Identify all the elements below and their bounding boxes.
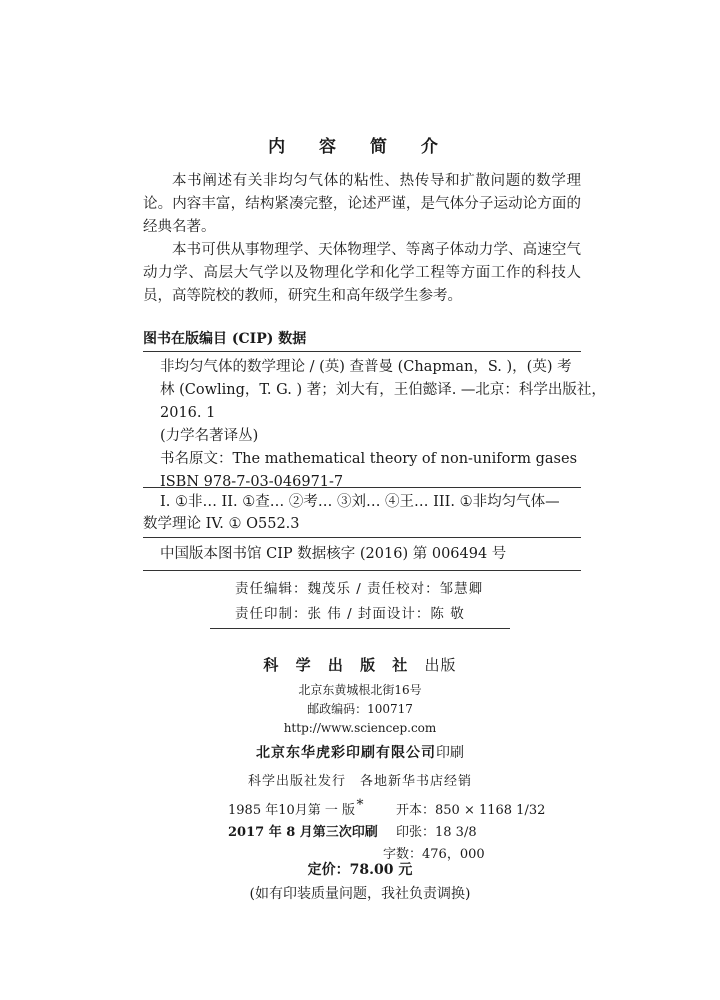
publisher-name-suffix: 出版: [424, 656, 457, 674]
specs-row: [228, 800, 546, 822]
print-sheets: 印张：18 3/8: [396, 825, 477, 840]
cip-entry-line: 林 (Cowling，T. G. ) 著；刘大有，王伯懿译. —北京：科学出版社，: [160, 382, 606, 398]
quality-note: (如有印装质量问题，我社负责调换): [249, 886, 471, 902]
cip-entry-line: 书名原文：The mathematical theory of non-uniform gases: [160, 451, 578, 467]
separator-star: *: [356, 797, 364, 813]
credits: [235, 577, 483, 627]
price-block: [0, 858, 720, 906]
edition-specs: [228, 800, 546, 866]
cip-entry: [160, 356, 606, 494]
publisher-postcode: 邮政编码：100717: [307, 702, 413, 716]
publisher-url: http://www.sciencep.com: [283, 721, 437, 735]
first-edition: 1985 年10月第 一 版: [228, 803, 356, 818]
word-count: 字数：476，000: [383, 847, 485, 862]
summary-paragraph-2: 本书可供从事物理学、天体物理学、等离子体动力学、高速空气动力学、高层大气学以及物理化学和化学工程等方面工作的科技人员，高等院校的教师，研究生和高年级学生参考。: [143, 242, 581, 304]
divider: [143, 351, 581, 352]
cip-entry-line: (力学名著译丛): [160, 428, 259, 444]
printer-line: [0, 742, 720, 762]
cip-entry-line: 2016. 1: [160, 405, 216, 421]
publisher-name: 科 学 出 版 社: [263, 656, 414, 674]
summary-text: [143, 170, 581, 308]
specs-row: [228, 822, 485, 844]
printing-info: 2017 年 8 月第三次印刷: [228, 825, 378, 840]
cip-entry-line: ISBN 978-7-03-046971-7: [160, 474, 344, 490]
divider: [210, 628, 510, 629]
distribution: 科学出版社发行 各地新华书店经销: [247, 774, 472, 789]
cip-record-number: 中国版本图书馆 CIP 数据核字 (2016) 第 006494 号: [160, 546, 507, 562]
summary-paragraph-1: 本书阐述有关非均匀气体的粘性、热传导和扩散问题的数学理论。内容丰富，结构紧凑完整，论述严谨，是气体分子运动论方面的经典名著。: [143, 173, 581, 235]
publisher-address: 北京东黄城根北街16号: [298, 683, 422, 697]
publisher-name-line: [0, 654, 720, 675]
cip-classification: [143, 491, 581, 535]
divider: [143, 487, 581, 488]
divider: [143, 537, 581, 538]
summary-title: 内 容 简 介: [268, 137, 452, 157]
cip-heading: 图书在版编目 (CIP) 数据: [143, 331, 307, 347]
price-value: 78.00 元: [349, 862, 413, 878]
cip-classification-line: I. ①非… II. ①查… ②考… ③刘… ④王… III. ①非均匀气体—: [160, 494, 560, 510]
divider: [143, 570, 581, 571]
price-label: 定价：: [307, 862, 350, 878]
book-format: 开本：850 × 1168 1/32: [396, 803, 546, 818]
printer-suffix: 印刷: [436, 745, 464, 761]
cip-classification-line: 数学理论 IV. ① O552.3: [143, 516, 300, 532]
credits-production: 责任印制：张 伟 / 封面设计：陈 敬: [235, 606, 465, 622]
publisher-block: [0, 654, 720, 813]
printer-name: 北京东华虎彩印刷有限公司: [256, 745, 436, 761]
price-line: [0, 858, 720, 882]
cip-entry-line: 非均匀气体的数学理论 / (英) 查普曼 (Chapman，S. )，(英) 考: [160, 359, 572, 375]
credits-editors: 责任编辑：魏茂乐 / 责任校对：邹慧卿: [235, 581, 484, 597]
